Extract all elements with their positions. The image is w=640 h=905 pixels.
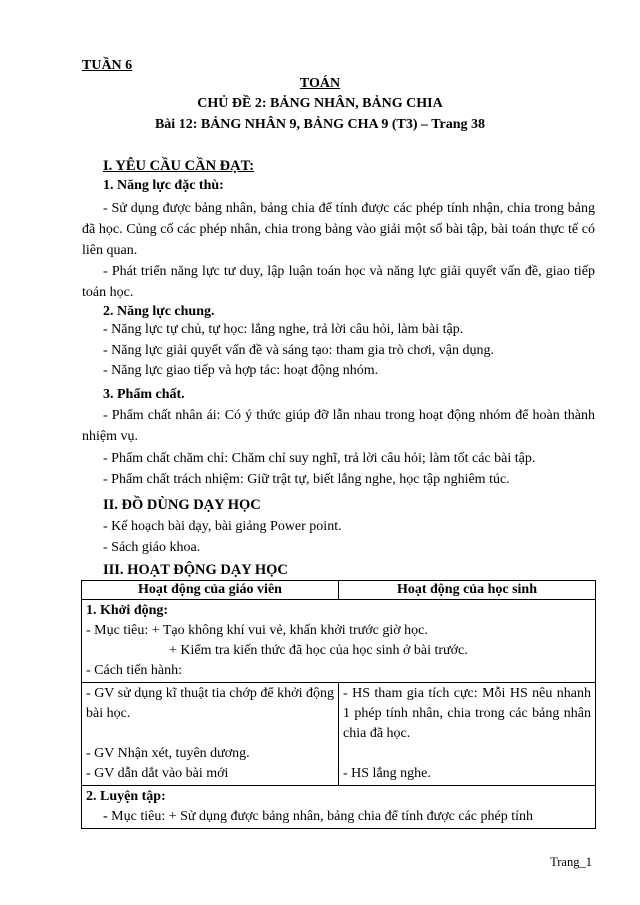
warmup-student-2: - HS lắng nghe. [343,766,431,781]
section1-sub2-line2: - Năng lực giải quyết vấn đề và sáng tạo: tham gia trò chơi, vận dụng. [103,343,494,358]
topic-title: CHỦ ĐỀ 2: BẢNG NHÂN, BẢNG CHIA [197,96,443,111]
section1-sub2-title: 2. Năng lực chung. [103,304,215,319]
page-number: Trang_1 [550,855,592,869]
teacher-column-header: Hoạt động của giáo viên [82,581,339,600]
section1-sub3-line2: - Phẩm chất chăm chỉ: Chăm chỉ suy nghĩ, trả lời câu hỏi; làm tốt các bài tập. [103,451,536,466]
practice-goal1-dash: - [103,809,108,824]
section2-line2: - Sách giáo khoa. [103,540,201,555]
warmup-student-1: - HS tham gia tích cực: Mỗi HS nêu nhanh 1 phép tính nhân, chia trong các bảng nhân chia đã học. [343,686,591,741]
warmup-goal1: - Mục tiêu: + Tạo không khí vui vẻ, khấn khởi trước giờ học. [86,623,428,638]
student-column-header: Hoạt động của học sinh [339,581,596,600]
section1-sub3-p1: - Phẩm chất nhân ái: Có ý thức giúp đỡ lẫn nhau trong hoạt động nhóm để hoàn thành nhiệm vụ. [82,408,595,444]
subject-title: TOÁN [299,76,341,91]
section1-sub2-line3: - Năng lực giao tiếp và hợp tác: hoạt động nhóm. [103,363,379,378]
warmup-student-cell [339,683,596,786]
warmup-teacher-1: - GV sử dụng kĩ thuật tia chớp để khởi động bài học. [86,686,334,721]
section1-title: I. YÊU CẦU CẦN ĐẠT: [103,158,255,174]
section2-line1: - Kế hoạch bài dạy, bài giảng Power point. [103,519,342,534]
activities-table [81,580,596,829]
section2-title: II. ĐỒ DÙNG DẠY HỌC [103,497,261,513]
section3-title: III. HOẠT ĐỘNG DẠY HỌC [103,562,288,578]
warmup-teacher-2: - GV Nhận xét, tuyên dương. [86,746,250,761]
warmup-method: - Cách tiến hành: [86,663,183,678]
practice-intro-cell [82,786,596,829]
section1-sub2-line1: - Năng lực tự chủ, tự học: lắng nghe, trả lời câu hỏi, làm bài tập. [103,322,464,337]
practice-goal1: Mục tiêu: + Sử dụng được bảng nhân, bảng chia để tính được các phép tính [111,809,533,824]
warmup-goal2: + Kiểm tra kiến thức đã học của học sinh ở bài trước. [169,643,468,658]
section1-sub1-p1: - Sử dụng được bảng nhân, bảng chia để tính được các phép tính nhận, chia trong bảng đã học. Củng cố các phép nhân, chia trong bảng vào giải một số bài tập, bài toán thực tế có liên quan. [82,201,595,258]
warmup-teacher-cell [82,683,339,786]
section1-sub1-p2: - Phát triển năng lực tư duy, lập luận toán học và năng lực giải quyết vấn đề, giao tiếp toán học. [82,264,595,300]
practice-goal1-line [86,807,591,827]
section1-sub3-title: 3. Phẩm chất. [103,387,185,402]
section1-sub3-line3: - Phẩm chất trách nhiệm: Giữ trật tự, biết lắng nghe, học tập nghiêm túc. [103,472,510,487]
warmup-title: 1. Khởi động: [86,603,169,618]
section1-sub1-title: 1. Năng lực đặc thù: [103,178,224,193]
practice-title: 2. Luyện tập: [86,789,166,804]
warmup-intro-cell [82,600,596,683]
week-label: TUẦN 6 [82,58,133,73]
warmup-teacher-3: - GV dẫn dắt vào bài mới [86,766,229,781]
lesson-title: Bài 12: BẢNG NHÂN 9, BẢNG CHA 9 (T3) – Trang 38 [154,117,486,132]
